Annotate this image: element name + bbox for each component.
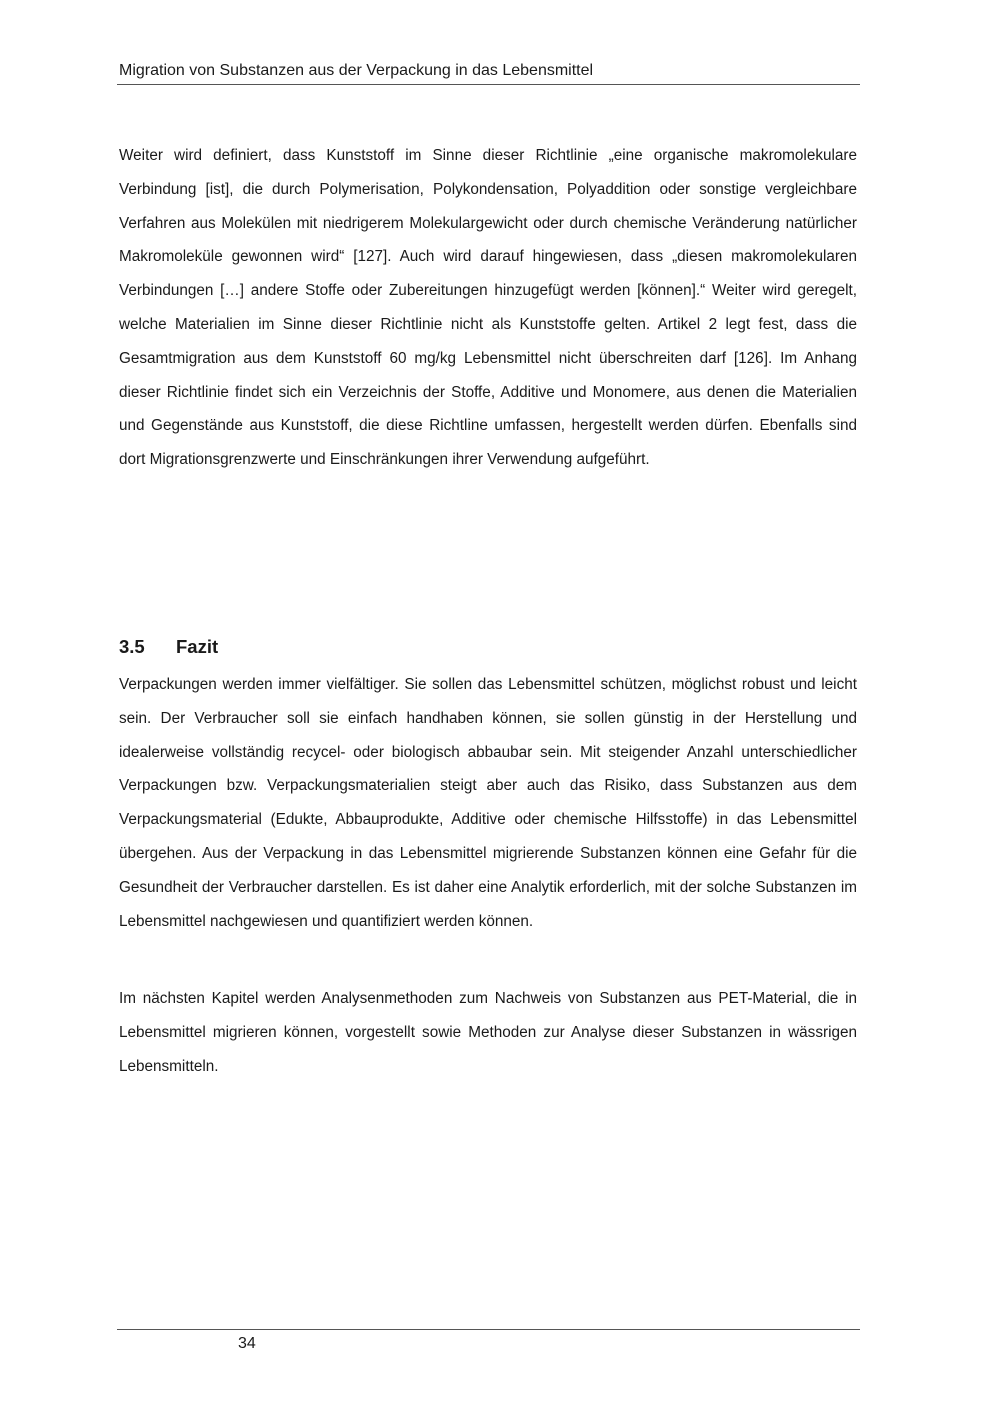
page-number: 34	[238, 1335, 256, 1352]
section-title: Fazit	[176, 636, 219, 657]
section-paragraph: Im nächsten Kapitel werden Analysenmethoden zum Nachweis von Substanzen aus PET-Material, die in Lebensmittel migrieren können, vorgestellt sowie Methoden zur Analyse dieser Substanzen in wässrigen Lebensmitteln.	[119, 990, 857, 1075]
section-paragraph: Verpackungen werden immer vielfältiger. Sie sollen das Lebensmittel schützen, möglichst robust und leicht sein. Der Verbraucher soll sie einfach handhaben können, sie sollen günstig in der Herstellung und idealerweise vollständig recycel- oder biologisch abbaubar sein. Mit steigender Anzahl unterschiedlicher Verpackungen bzw. Verpackungsmaterialien steigt aber auch das Risiko, dass Substanzen aus dem Verpackungsmaterial (Edukte, Abbauprodukte, Additive oder chemische Hilfsstoffe) in das Lebensmittel übergehen. Aus der Verpackung in das Lebensmittel migrierende Substanzen können eine Gefahr für die Gesundheit der Verbraucher darstellen. Es ist daher eine Analytik erforderlich, mit der solche Substanzen im Lebensmittel nachgewiesen und quantifiziert werden können.	[119, 676, 857, 930]
header-divider	[117, 84, 860, 85]
section-heading	[119, 634, 218, 660]
section-number: 3.5	[119, 636, 145, 657]
running-header: Migration von Substanzen aus der Verpackung in das Lebensmittel	[119, 62, 594, 79]
footer-divider	[117, 1329, 860, 1330]
body-paragraph: Weiter wird definiert, dass Kunststoff im Sinne dieser Richtlinie „eine organische makromolekulare Verbindung [ist], die durch Polymerisation, Polykondensation, Polyaddition oder sonstige vergleichbare Verfahren aus Molekülen mit niedrigerem Molekulargewicht oder durch chemische Veränderung natürlicher Makromoleküle gewonnen wird“ [127]. Auch wird darauf hingewiesen, dass „diesen makromolekularen Verbindungen […] andere Stoffe oder Zubereitungen hinzugefügt werden [können].“ Weiter wird geregelt, welche Materialien im Sinne dieser Richtlinie nicht als Kunststoffe gelten. Artikel 2 legt fest, dass die Gesamtmigration aus dem Kunststoff 60 mg/kg Lebensmittel nicht überschreiten darf [126]. Im Anhang dieser Richtlinie findet sich ein Verzeichnis der Stoffe, Additive und Monomere, aus denen die Materialien und Gegenstände aus Kunststoff, die diese Richtline umfassen, hergestellt werden dürfen. Ebenfalls sind dort Migrationsgrenzwerte und Einschränkungen ihrer Verwendung aufgeführt.	[119, 147, 857, 469]
